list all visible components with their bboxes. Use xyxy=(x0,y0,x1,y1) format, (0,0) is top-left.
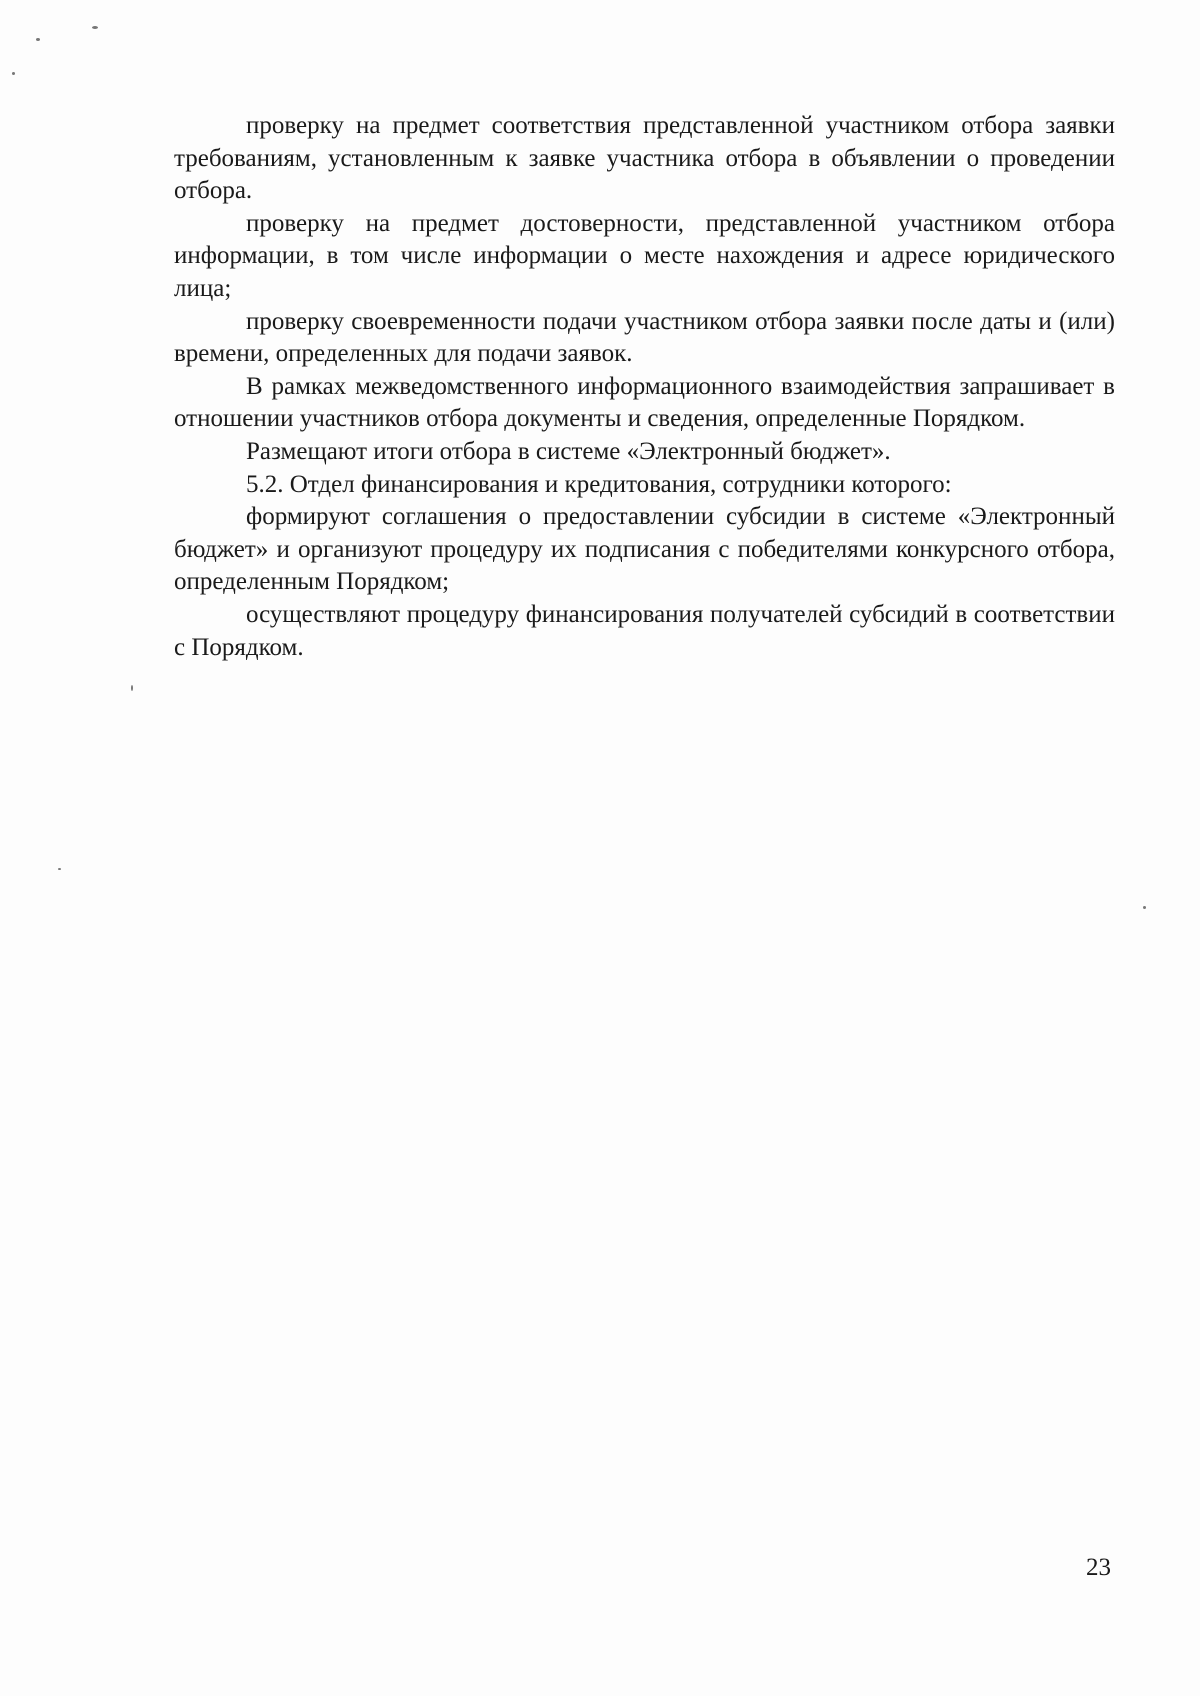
body-text xyxy=(174,110,1115,664)
paragraph-form-agreements: формируют соглашения о предоставлении субсидии в системе «Электронный бюджет» и организуют процедуру их подписания с победителями конкурсного отбора, определенным Порядком; xyxy=(174,503,1115,596)
paragraph-interagency-request: В рамках межведомственного информационного взаимодействия запрашивает в отношении участников отбора документы и сведения, определенные Порядком. xyxy=(174,372,1115,433)
scan-speck xyxy=(92,26,98,29)
scan-speck xyxy=(131,685,133,691)
paragraph-verification-reliability: проверку на предмет достоверности, представленной участником отбора информации, в том числе информации о месте нахождения и адресе юридического лица; xyxy=(174,209,1115,302)
scan-speck xyxy=(12,72,15,75)
scan-speck xyxy=(36,38,40,41)
paragraph-verification-timeliness: проверку своевременности подачи участником отбора заявки после даты и (или) времени, определенных для подачи заявок. xyxy=(174,307,1115,368)
paragraph-financing-procedure: осуществляют процедуру финансирования получателей субсидий в соответствии с Порядком. xyxy=(174,600,1115,661)
paragraph-verification-requirements: проверку на предмет соответствия представленной участником отбора заявки требованиям, установленным к заявке участника отбора в объявлении о проведении отбора. xyxy=(174,112,1115,205)
page-number: 23 xyxy=(1086,1554,1111,1581)
scan-speck xyxy=(1143,906,1146,909)
paragraph-publish-results: Размещают итоги отбора в системе «Электронный бюджет». xyxy=(246,437,891,465)
paragraph-section-5-2: 5.2. Отдел финансирования и кредитования, сотрудники которого: xyxy=(246,470,952,498)
scan-speck xyxy=(58,868,61,870)
